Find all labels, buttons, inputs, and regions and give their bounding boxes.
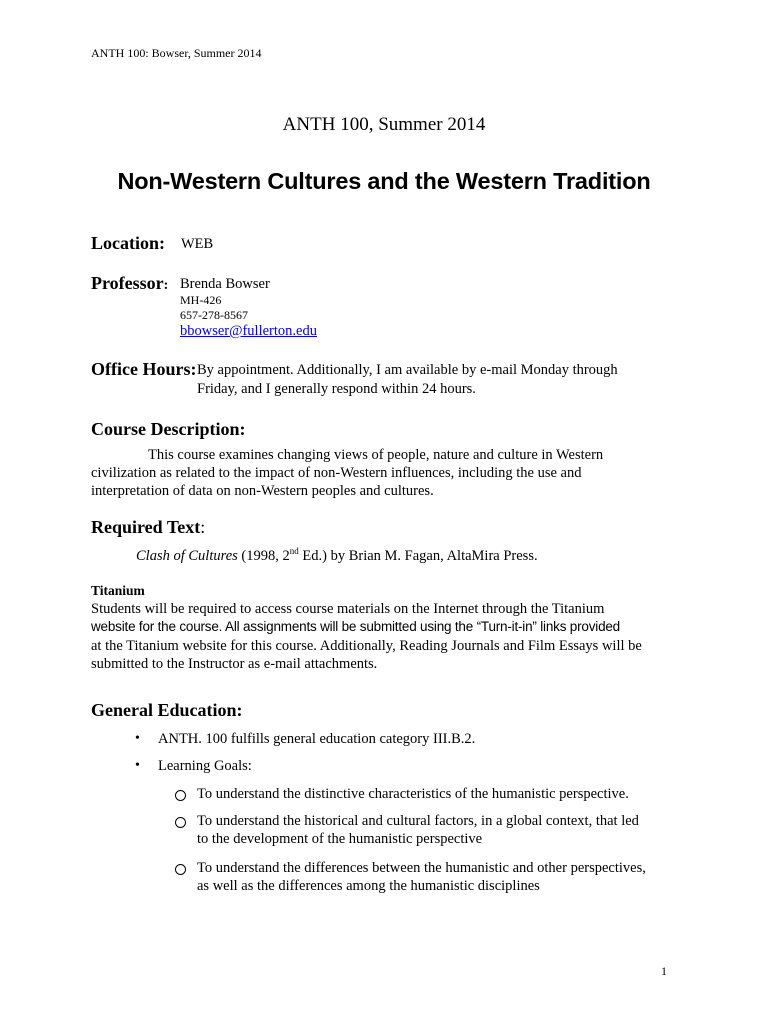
office-hours-label: Office Hours: [91,359,197,379]
course-title: Non-Western Cultures and the Western Tradition [117,168,651,194]
circle-bullet-icon [175,864,186,875]
course-description-heading: Course Description: [91,419,246,439]
required-book-citation [136,546,538,565]
book-edition-superscript: nd [289,546,299,556]
book-details-pre: (1998, 2 [237,547,290,564]
location-label: Location: [91,233,165,253]
course-description-line-1: This course examines changing views of people, nature and culture in Western [148,447,604,463]
learning-goal-2-line-1: To understand the historical and cultural factors, in a global context, that led [197,813,639,829]
office-hours-line-2: Friday, and I generally respond within 24 hours. [197,381,476,397]
learning-goal-3-line-1: To understand the differences between the humanistic and other perspectives, [197,860,646,876]
titanium-line-4: submitted to the Instructor as e-mail attachments. [91,656,378,672]
circle-bullet-icon [175,790,186,801]
course-description-line-3: interpretation of data on non-Western peoples and cultures. [91,483,434,499]
book-title: Clash of Cultures [136,547,238,564]
professor-office: MH-426 [180,293,222,307]
professor-label [91,273,168,294]
learning-goal-3-line-2: as well as the differences among the humanistic disciplines [197,878,540,894]
book-details-post: Ed.) by Brian M. Fagan, AltaMira Press. [298,547,538,564]
running-header: ANTH 100: Bowser, Summer 2014 [91,46,262,60]
required-text-heading [91,517,205,538]
learning-goal-2-line-2: to the development of the humanistic perspective [197,831,483,847]
required-text-heading-text: Required Text [91,517,201,537]
circle-bullet-icon [175,817,186,828]
required-text-colon: : [200,517,206,537]
ge-bullet-2: Learning Goals: [158,758,252,774]
general-education-heading: General Education: [91,700,243,720]
bullet-dot-icon: • [135,758,140,773]
titanium-line-3: at the Titanium website for this course. Additionally, Reading Journals and Film Essays will be [91,638,642,654]
professor-name: Brenda Bowser [180,276,270,292]
titanium-heading: Titanium [91,583,145,598]
location-value: WEB [181,236,214,252]
titanium-line-1: Students will be required to access course materials on the Internet through the Titanium [91,601,605,617]
titanium-line-2: website for the course. All assignments will be submitted using the “Turn-it-in” links provided [91,619,620,634]
professor-phone: 657-278-8567 [180,308,248,322]
page-number: 1 [661,964,667,978]
professor-label-text: Professor [91,273,164,293]
course-description-line-2: civilization as related to the impact of non-Western influences, including the use and [91,465,582,481]
ge-bullet-1: ANTH. 100 fulfills general education category III.B.2. [158,731,476,747]
bullet-dot-icon: • [135,731,140,746]
course-code-line: ANTH 100, Summer 2014 [282,114,486,135]
professor-email-link[interactable]: bbowser@fullerton.edu [180,323,317,339]
office-hours-line-1: By appointment. Additionally, I am available by e-mail Monday through [197,362,618,378]
learning-goal-1: To understand the distinctive characteristics of the humanistic perspective. [197,786,629,802]
professor-label-colon: : [163,278,169,293]
